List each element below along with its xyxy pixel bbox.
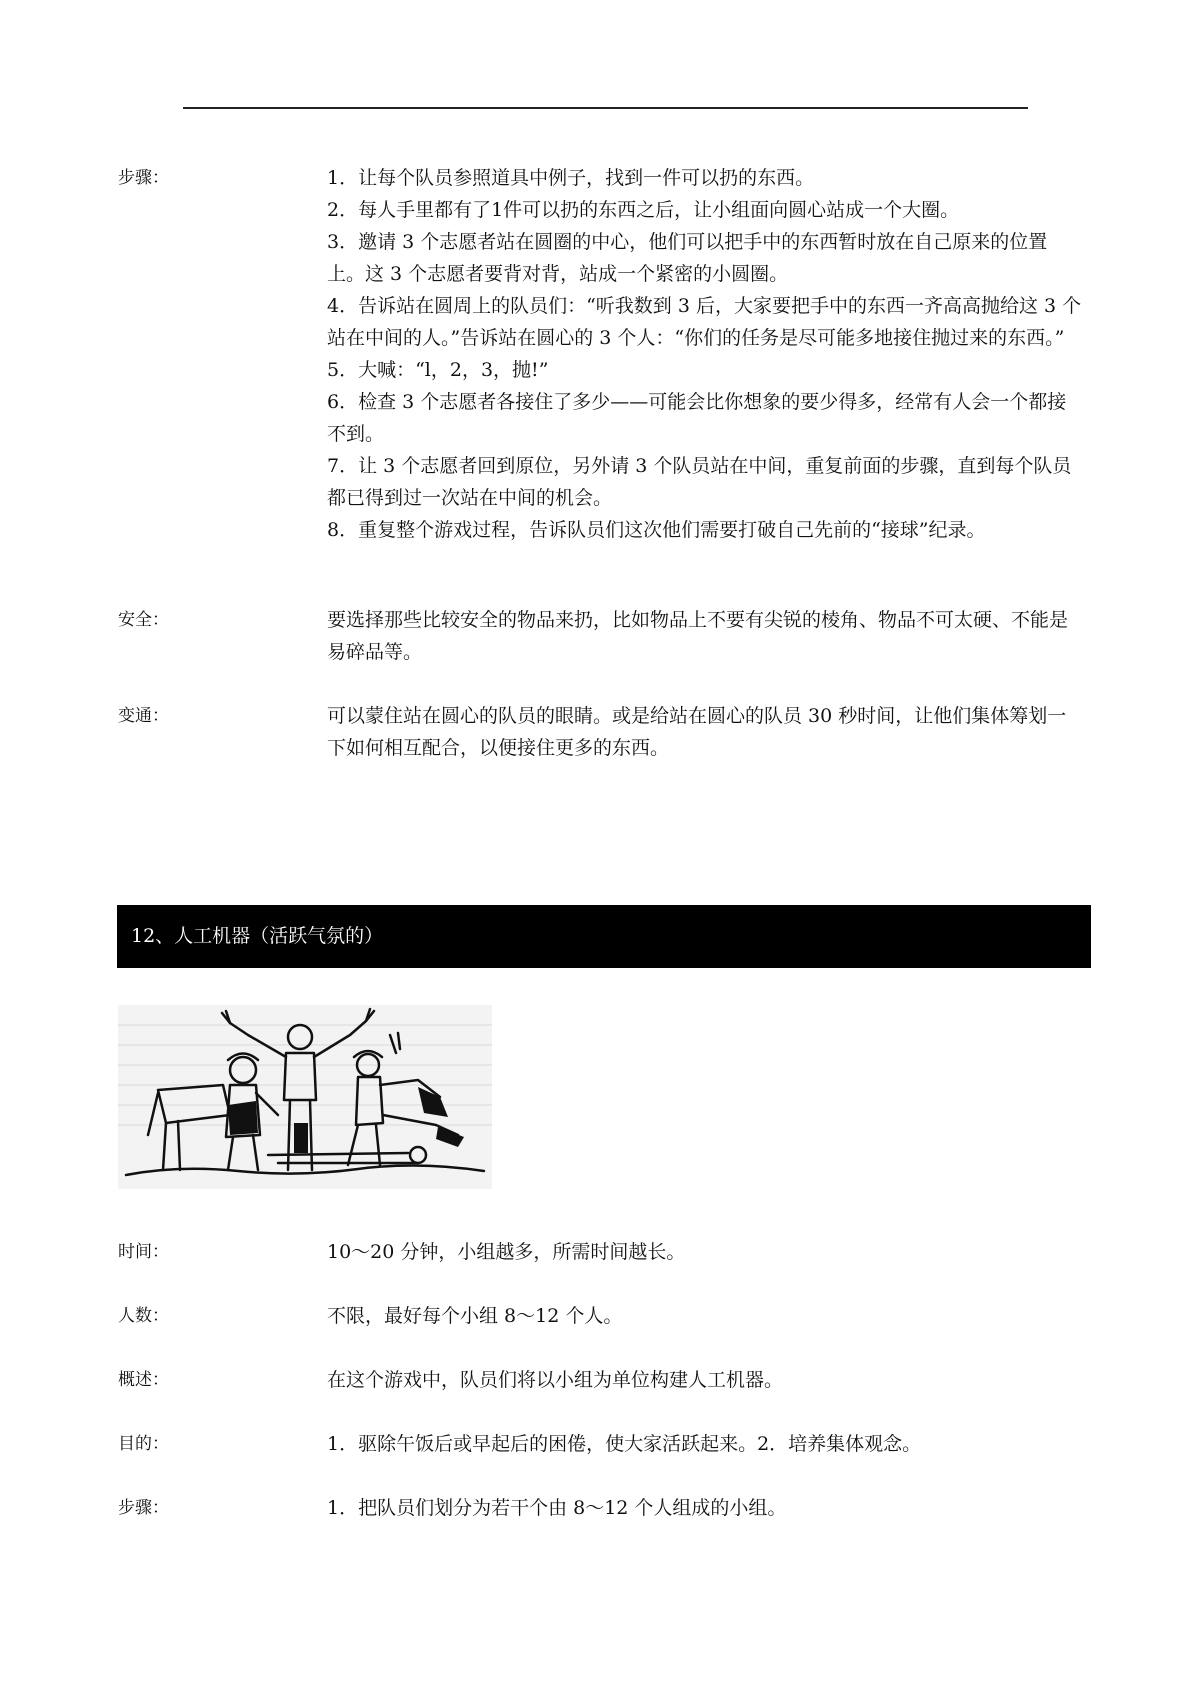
step-item: 6．检查 3 个志愿者各接住了多少——可能会比你想象的要少得多，经常有人会一个都接不到。 <box>327 391 1067 445</box>
step-item: 4．告诉站在圆周上的队员们：“听我数到 3 后，大家要把手中的东西一齐高高抛给这 3 个站在中间的人。”告诉站在圆心的 3 个人：“你们的任务是尽可能多地接住抛过来的东西。” <box>327 295 1082 349</box>
steps-list-2 <box>327 1492 1085 1524</box>
step-item: 8．重复整个游戏过程，告诉队员们这次他们需要打破自己先前的“接球”纪录。 <box>327 519 986 541</box>
steps-list <box>327 162 1085 546</box>
header-rule <box>183 107 1028 109</box>
step-item: 7．让 3 个志愿者回到原位，另外请 3 个队员站在中间，重复前面的步骤，直到每个队员都已得到过一次站在中间的机会。 <box>327 455 1072 509</box>
step-item: 5．大喊：“l，2，3，抛!” <box>327 359 549 381</box>
section-title-banner: 12、人工机器（活跃气氛的） <box>117 905 1091 968</box>
overview-text: 在这个游戏中，队员们将以小组为单位构建人工机器。 <box>327 1369 784 1391</box>
overview-label: 概述： <box>118 1370 169 1390</box>
time-text: 10～20 分钟，小组越多，所需时间越长。 <box>327 1241 686 1263</box>
purpose-label: 目的： <box>118 1434 169 1454</box>
variation-label: 变通： <box>118 706 169 726</box>
time-label: 时间： <box>118 1242 169 1262</box>
people-text: 不限，最好每个小组 8～12 个人。 <box>327 1305 623 1327</box>
step-item: 2．每人手里都有了1件可以扔的东西之后，让小组面向圆心站成一个大圈。 <box>327 199 960 221</box>
people-machine-illustration <box>118 1005 492 1189</box>
safety-label: 安全： <box>118 610 169 630</box>
people-label: 人数： <box>118 1306 169 1326</box>
steps-label: 步骤： <box>118 168 169 188</box>
step-item: 1．让每个队员参照道具中例子，找到一件可以扔的东西。 <box>327 167 815 189</box>
step-item: 3．邀请 3 个志愿者站在圆圈的中心，他们可以把手中的东西暂时放在自己原来的位置上。这 3 个志愿者要背对背，站成一个紧密的小圆圈。 <box>327 231 1048 285</box>
safety-text: 要选择那些比较安全的物品来扔，比如物品上不要有尖锐的棱角、物品不可太硬、不能是易碎品等。 <box>327 609 1069 663</box>
step-item: 1．把队员们划分为若干个由 8～12 个人组成的小组。 <box>327 1497 787 1519</box>
purpose-text: 1．驱除午饭后或早起后的困倦，使大家活跃起来。2．培养集体观念。 <box>327 1433 922 1455</box>
steps-label-2: 步骤： <box>118 1498 169 1518</box>
variation-text: 可以蒙住站在圆心的队员的眼睛。或是给站在圆心的队员 30 秒时间，让他们集体筹划一下如何相互配合，以便接住更多的东西。 <box>327 705 1067 759</box>
